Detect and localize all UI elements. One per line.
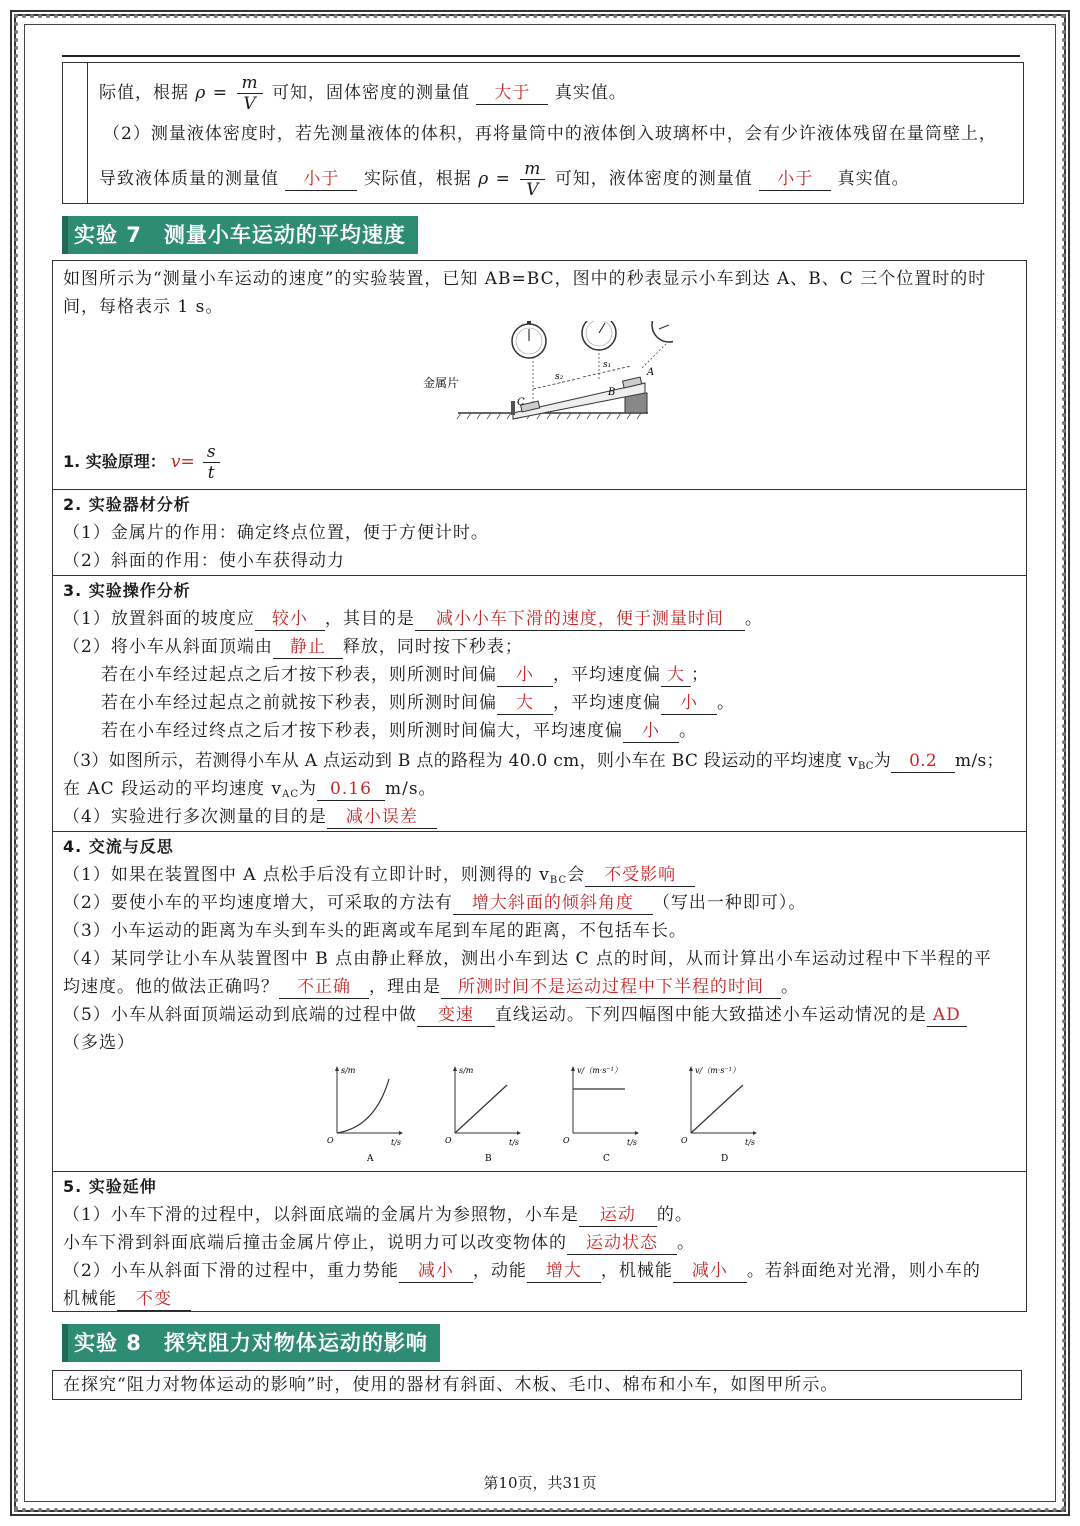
answer-blank: 小于 [759, 168, 831, 191]
graph-ylabel: s/m [459, 1066, 474, 1075]
divider [53, 1171, 1026, 1172]
text: 真实值。 [837, 169, 910, 189]
subscript: AC [282, 789, 299, 800]
continuation-line-1 [99, 73, 627, 114]
text: （1）小车下滑的过程中，以斜面底端的金属片为参照物，小车是 [63, 1205, 579, 1225]
graph-line-A [337, 1079, 389, 1133]
ground-hatch [457, 413, 641, 419]
text: 真实值。 [554, 83, 627, 103]
stopwatch-b [582, 321, 616, 379]
section-4-line-6 [63, 1001, 967, 1029]
text: 机械能 [63, 1289, 117, 1309]
section-3-line-1 [63, 605, 763, 633]
section-5-line-4 [63, 1285, 191, 1313]
answer-blank: 运动状态 [567, 1232, 677, 1255]
metal-label: 金属片 [423, 376, 460, 390]
text: 可知，液体密度的测量值 [554, 169, 753, 189]
graph-xlabel: t/s [627, 1138, 638, 1147]
text: （2）要使小车的平均速度增大，可采取的方法有 [63, 893, 453, 913]
text: 的。 [656, 1205, 693, 1225]
text: 会 [567, 865, 586, 885]
text: （1）放置斜面的坡度应 [63, 609, 255, 629]
graphs-svg [323, 1063, 783, 1167]
text: 均速度。他的做法正确吗？ [63, 977, 279, 997]
section-5-line-3 [63, 1257, 981, 1285]
text: 导致液体质量的测量值 [99, 169, 279, 189]
graph-caption: D [721, 1154, 729, 1164]
label-c: C [517, 397, 525, 408]
answer-blank: 小于 [285, 168, 357, 191]
frac-denominator: t [207, 463, 215, 483]
principle-label: 1. 实验原理： [63, 452, 166, 471]
answer-blank: 不受影响 [585, 864, 695, 887]
section-4-line-4: （4）某同学让小车从装置图中 B 点由静止释放，测出小车到达 C 点的时间，从而计算出小车运动过程中下半程的平 [63, 949, 992, 969]
x-arrow [517, 1131, 521, 1135]
text: 若在小车经过终点之后才按下秒表，则所测时间偏大，平均速度偏 [101, 721, 623, 741]
text: 际值，根据 [99, 83, 189, 103]
text: （4）实验进行多次测量的目的是 [63, 807, 327, 827]
text: （2）将小车从斜面顶端由 [63, 637, 273, 657]
answer-blank: 所测时间不是运动过程中下半程的时间 [441, 976, 781, 999]
x-arrow [399, 1131, 403, 1135]
text: 。若斜面绝对光滑，则小车的 [746, 1261, 981, 1281]
principle-row [63, 437, 223, 487]
incline-apparatus-figure [413, 321, 673, 421]
text: （3）如图所示，若测得小车从 A 点运动到 B 点的路程为 40.0 cm，则小车在 BC 段运动的平均速度 v [63, 751, 858, 771]
text: m/s。 [384, 779, 437, 799]
answer-blank: 不变 [117, 1288, 191, 1311]
label-b: B [608, 387, 616, 398]
section-2-title: 2. 实验器材分析 [63, 495, 191, 514]
text: 若在小车经过起点之前就按下秒表，则所测时间偏 [101, 693, 497, 713]
graph-ylabel: v/（m·s⁻¹） [577, 1066, 622, 1075]
section-4-title: 4. 交流与反思 [63, 837, 174, 856]
answer-blank: 运动 [579, 1204, 657, 1227]
text: ，机械能 [600, 1261, 673, 1281]
label-s2: s₂ [555, 372, 564, 382]
text: 可知，固体密度的测量值 [272, 83, 470, 103]
answer-blank: 减小 [673, 1260, 747, 1283]
exp7-intro-line-2: 间，每格表示 1 s。 [63, 297, 224, 317]
text: 。 [679, 721, 697, 741]
frac-numerator: m [237, 73, 262, 94]
rho-symbol: ρ = [478, 169, 511, 189]
text: （2）小车从斜面下滑的过程中，重力势能 [63, 1261, 399, 1281]
section-3-line-5 [101, 717, 697, 745]
section-3-line-2 [63, 633, 523, 661]
graph-caption: B [485, 1154, 492, 1164]
title-tick [62, 1324, 68, 1362]
answer-blank: 较小 [255, 608, 325, 631]
continuation-left-bar [87, 63, 88, 203]
frac-denominator: V [243, 94, 257, 114]
section-3-title: 3. 实验操作分析 [63, 581, 191, 600]
text: ； [691, 665, 709, 685]
answer-blank: 大 [661, 664, 691, 687]
answer-blank: AD [927, 1004, 967, 1027]
text: 实际值，根据 [363, 169, 472, 189]
answer-blank: 小 [661, 692, 717, 715]
frac-numerator: s [203, 442, 220, 463]
graph-origin: O [327, 1136, 334, 1145]
divider [53, 831, 1026, 832]
answer-blank: 小 [497, 664, 553, 687]
answer-blank: 静止 [273, 636, 343, 659]
section-3-line-4 [101, 689, 735, 717]
density-fraction [237, 73, 262, 114]
text: ，其目的是 [324, 609, 415, 629]
exp7-intro-line-1: 如图所示为“测量小车运动的速度”的实验装置，已知 AB=BC，图中的秒表显示小车到达 A、B、C 三个位置时的时 [63, 269, 987, 289]
graph-xlabel: t/s [509, 1138, 520, 1147]
text: 为 [873, 751, 892, 771]
exp8-title [62, 1324, 440, 1362]
section-2-line-1: （1）金属片的作用：确定终点位置，便于方便计时。 [63, 523, 489, 543]
motion-graphs [323, 1063, 783, 1167]
graph-caption: C [603, 1154, 610, 1164]
y-arrow [335, 1066, 339, 1071]
answer-blank: 变速 [417, 1004, 495, 1027]
divider [53, 489, 1026, 490]
exp8-intro: 在探究“阻力对物体运动的影响”时，使用的器材有斜面、木板、毛巾、棉布和小车，如图甲所示。 [63, 1375, 839, 1395]
text: 。 [717, 693, 735, 713]
section-2-line-2: （2）斜面的作用：使小车获得动力 [63, 551, 345, 571]
exp7-title [62, 216, 418, 254]
answer-blank: 大于 [476, 82, 548, 105]
frac-numerator: m [520, 159, 545, 180]
continuation-line-2: （2）测量液体密度时，若先测量液体的体积，再将量筒中的液体倒入玻璃杯中，会有少许液体残留在量筒壁上， [103, 124, 997, 144]
subscript: BC [857, 761, 874, 772]
graph-origin: O [445, 1136, 452, 1145]
answer-blank: 减小 [399, 1260, 473, 1283]
stopwatch-c [512, 321, 546, 403]
text: 小车下滑到斜面底端后撞击金属片停止，说明力可以改变物体的 [63, 1233, 567, 1253]
answer-blank: 减小小车下滑的速度，便于测量时间 [415, 608, 745, 631]
x-arrow [753, 1131, 757, 1135]
divider [53, 575, 1026, 576]
graph-ylabel: s/m [341, 1066, 356, 1075]
exp7-title-text: 实验 7 测量小车运动的平均速度 [74, 223, 406, 247]
continuation-line-3 [99, 159, 910, 200]
graph-ylabel: v/（m·s⁻¹） [695, 1066, 740, 1075]
answer-blank: 减小误差 [327, 806, 437, 829]
subscript: BC [549, 875, 568, 886]
answer-blank: 0.16 [317, 778, 385, 801]
exp8-box [52, 1370, 1022, 1400]
y-arrow [689, 1066, 693, 1071]
section-4-line-3: （3）小车运动的距离为车头到车头的距离或车尾到车尾的距离，不包括车长。 [63, 921, 687, 941]
section-3-line-8 [63, 803, 437, 831]
density-fraction [520, 159, 545, 200]
section-3-line-3 [101, 661, 709, 689]
continuation-box [62, 62, 1024, 204]
principle-fraction [203, 442, 220, 483]
x-arrow [635, 1131, 639, 1135]
page-number: 第10页，共31页 [483, 1474, 597, 1492]
rho-symbol: ρ = [195, 83, 229, 103]
section-5-title: 5. 实验延伸 [63, 1177, 157, 1196]
exp8-title-text: 实验 8 探究阻力对物体运动的影响 [74, 1331, 428, 1355]
section-4-line-5 [63, 973, 799, 1001]
frac-denominator: V [526, 180, 540, 200]
graph-caption: A [367, 1154, 374, 1164]
label-a: A [647, 367, 655, 378]
answer-blank: 不正确 [279, 976, 369, 999]
text: （1）如果在装置图中 A 点松手后没有立即计时，则测得的 v [63, 865, 550, 885]
text: ，平均速度偏 [553, 693, 661, 713]
section-5-line-1 [63, 1201, 693, 1229]
y-arrow [571, 1066, 575, 1071]
answer-blank: 增大斜面的倾斜角度 [453, 892, 653, 915]
answer-blank: 大 [497, 692, 553, 715]
graph-xlabel: t/s [745, 1138, 756, 1147]
text: 在 AC 段运动的平均速度 v [63, 779, 283, 799]
section-4-line-7: （多选） [63, 1033, 135, 1053]
section-4-line-2 [63, 889, 806, 917]
text: ，平均速度偏 [553, 665, 661, 685]
text: （5）小车从斜面顶端运动到底端的过程中做 [63, 1005, 417, 1025]
text: （写出一种即可）。 [652, 893, 807, 913]
graph-origin: O [681, 1136, 688, 1145]
text: 释放，同时按下秒表； [342, 637, 523, 657]
text: 直线运动。下列四幅图中能大致描述小车运动情况的是 [494, 1005, 927, 1025]
header-rule [62, 55, 1020, 57]
label-s1: s₁ [603, 360, 612, 370]
graph-origin: O [563, 1136, 570, 1145]
title-tick [62, 216, 68, 254]
stopwatch-a [641, 321, 673, 369]
answer-blank: 增大 [527, 1260, 601, 1283]
text: ，动能 [472, 1261, 527, 1281]
graph-line-D [691, 1085, 743, 1133]
text: m/s； [955, 751, 1004, 771]
text: ，理由是 [369, 977, 441, 997]
y-arrow [453, 1066, 457, 1071]
answer-blank: 小 [623, 720, 679, 743]
text: 。 [781, 977, 799, 997]
text: 若在小车经过起点之后才按下秒表，则所测时间偏 [101, 665, 497, 685]
text: 。 [744, 609, 763, 629]
metal-piece [511, 401, 515, 415]
principle-v: v= [170, 452, 195, 472]
section-5-line-2 [63, 1229, 695, 1257]
graph-line-B [455, 1085, 507, 1133]
graph-xlabel: t/s [391, 1138, 402, 1147]
exp7-box [52, 260, 1027, 1312]
answer-blank: 0.2 [891, 750, 955, 773]
text: 。 [677, 1233, 695, 1253]
text: 为 [298, 779, 317, 799]
